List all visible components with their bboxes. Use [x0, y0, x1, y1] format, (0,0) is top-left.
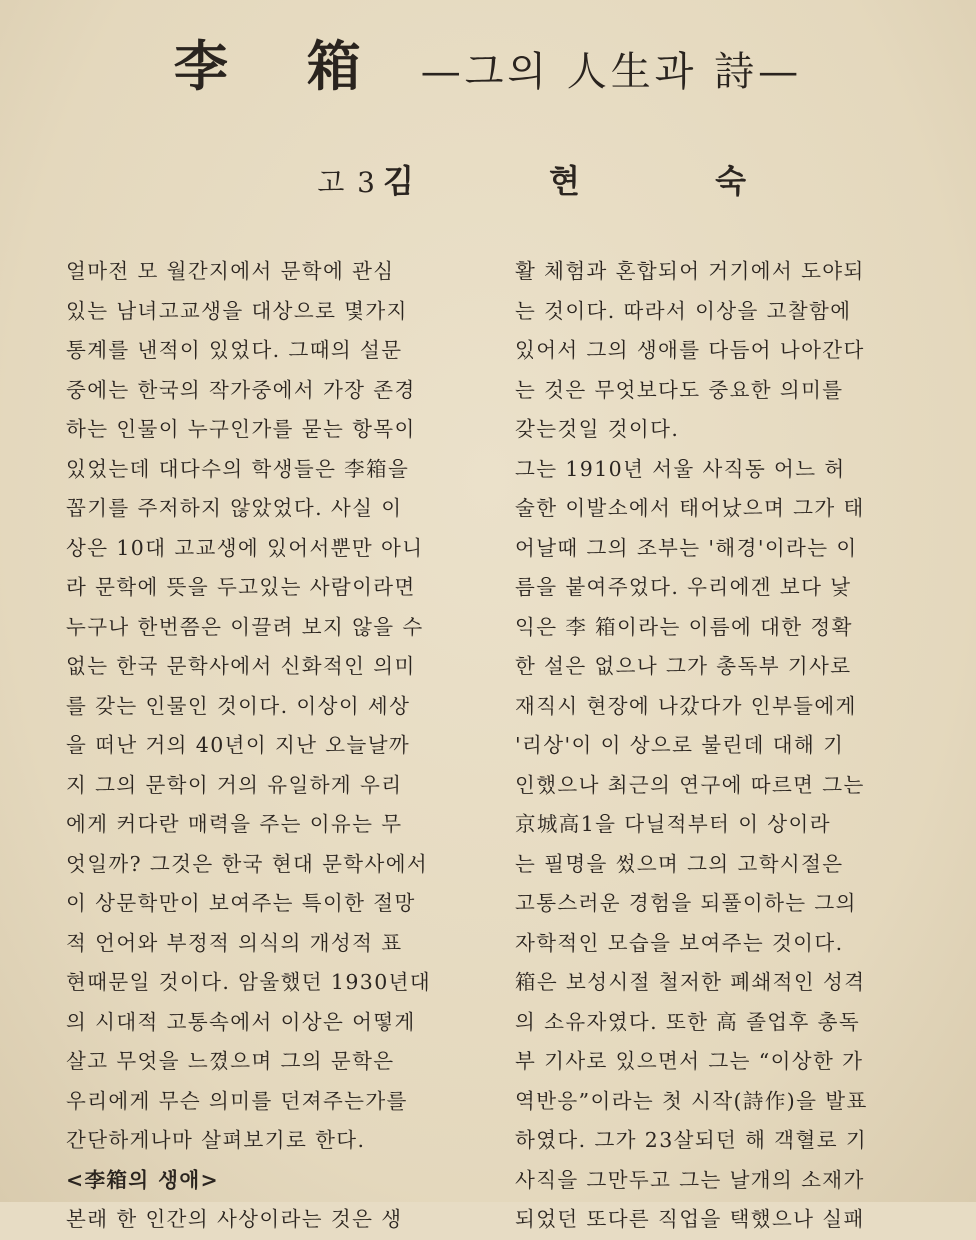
text-line: 익은 李 箱이라는 이름에 대한 정확	[515, 614, 853, 639]
author-byline	[317, 156, 808, 202]
text-line: 누구나 한번쯤은 이끌려 보지 않을 수	[66, 614, 424, 639]
right-column	[515, 252, 927, 1240]
text-line: 상은 10대 고교생에 있어서뿐만 아니	[66, 535, 424, 560]
text-line: 우리에게 무슨 의미를 던져주는가를	[66, 1088, 408, 1113]
text-line: 름을 붙여주었다. 우리에겐 보다 낯	[515, 575, 852, 599]
text-line: 의 소유자였다. 또한 高 졸업후 총독	[515, 1009, 861, 1034]
text-line: 있었는데 대다수의 학생들은 李箱을	[66, 456, 410, 481]
text-line: 있어서 그의 생애를 다듬어 나아간다	[515, 338, 865, 362]
text-line: 한 설은 없으나 그가 총독부 기사로	[515, 654, 852, 678]
text-line: 간단하게나마 살펴보기로 한다.	[66, 1128, 366, 1152]
text-line: 중에는 한국의 작가중에서 가장 존경	[66, 377, 416, 402]
text-line: 는 것은 무엇보다도 중요한 의미를	[515, 377, 844, 402]
text-line: 을 떠난 거의 40년이 지난 오늘날까	[66, 733, 411, 757]
left-column	[66, 252, 478, 1240]
text-line: 그는 1910년 서울 사직동 어느 허	[515, 456, 846, 481]
text-line: 엇일까? 그것은 한국 현대 문학사에서	[66, 851, 429, 876]
text-line: 라 문학에 뜻을 두고있는 사람이라면	[66, 575, 416, 599]
text-line: 얼마전 모 월간지에서 문학에 관심	[66, 259, 395, 283]
text-line: 활 체험과 혼합되어 거기에서 도야되	[515, 259, 865, 283]
text-line: '리상'이 이 상으로 불린데 대해 기	[515, 733, 845, 757]
text-line: 는 것이다. 따라서 이상을 고찰함에	[515, 298, 852, 323]
text-line: 부 기사로 있으면서 그는 “이상한 가	[515, 1049, 864, 1073]
text-line: 적 언어와 부정적 의식의 개성적 표	[66, 930, 403, 955]
text-line: 의 시대적 고통속에서 이상은 어떻게	[66, 1009, 416, 1034]
text-line: 箱은 보성시절 철저한 폐쇄적인 성격	[515, 970, 866, 994]
text-line: 어날때 그의 조부는 '해경'이라는 이	[515, 535, 858, 560]
author-grade: 고 3	[317, 166, 377, 199]
text-line: 술한 이발소에서 태어났으며 그가 태	[515, 496, 865, 520]
text-line: 역반응”이라는 첫 시작(詩作)을 발표	[515, 1088, 868, 1113]
text-line: 살고 무엇을 느꼈으며 그의 문학은	[66, 1049, 395, 1073]
author-name: 김 현 숙	[382, 162, 808, 200]
text-line: 재직시 현장에 나갔다가 인부들에게	[515, 693, 857, 718]
text-line: 지 그의 문학이 거의 유일하게 우리	[66, 772, 403, 797]
title-main: 李 箱	[173, 34, 391, 98]
text-line: 통계를 낸적이 있었다. 그때의 설문	[66, 338, 403, 362]
text-line: 이 상문학만이 보여주는 특이한 절망	[66, 891, 416, 915]
text-line: 갖는것일 것이다.	[515, 417, 680, 441]
text-line: 있는 남녀고교생을 대상으로 몇가지	[66, 298, 408, 323]
text-line: 에게 커다란 매력을 주는 이유는 무	[66, 812, 403, 836]
title-subtitle: —그의 人生과 詩—	[420, 49, 803, 95]
text-line: 사직을 그만두고 그는 날개의 소재가	[515, 1167, 865, 1192]
text-line: 는 필명을 썼으며 그의 고학시절은	[515, 851, 844, 876]
section-heading: <李箱의 생애>	[66, 1167, 220, 1192]
text-line: 인했으나 최근의 연구에 따르면 그는	[515, 772, 865, 797]
text-line: 현때문일 것이다. 암울했던 1930년대	[66, 970, 432, 994]
text-line: 없는 한국 문학사에서 신화적인 의미	[66, 654, 416, 678]
text-line: 하였다. 그가 23살되던 해 객혈로 기	[515, 1128, 868, 1152]
text-line: 자학적인 모습을 보여주는 것이다.	[515, 930, 844, 955]
text-line: 하는 인물이 누구인가를 묻는 항목이	[66, 417, 416, 441]
text-line: 京城高1을 다닐적부터 이 상이라	[515, 812, 831, 836]
text-line: 되었던 또다른 직업을 택했으나 실패	[515, 1207, 865, 1231]
text-line: 고통스러운 경험을 되풀이하는 그의	[515, 891, 857, 915]
article-title	[0, 24, 976, 101]
text-line: 본래 한 인간의 사상이라는 것은 생	[66, 1207, 403, 1231]
text-line: 꼽기를 주저하지 않았었다. 사실 이	[66, 496, 403, 520]
text-line: 를 갖는 인물인 것이다. 이상이 세상	[66, 693, 411, 718]
